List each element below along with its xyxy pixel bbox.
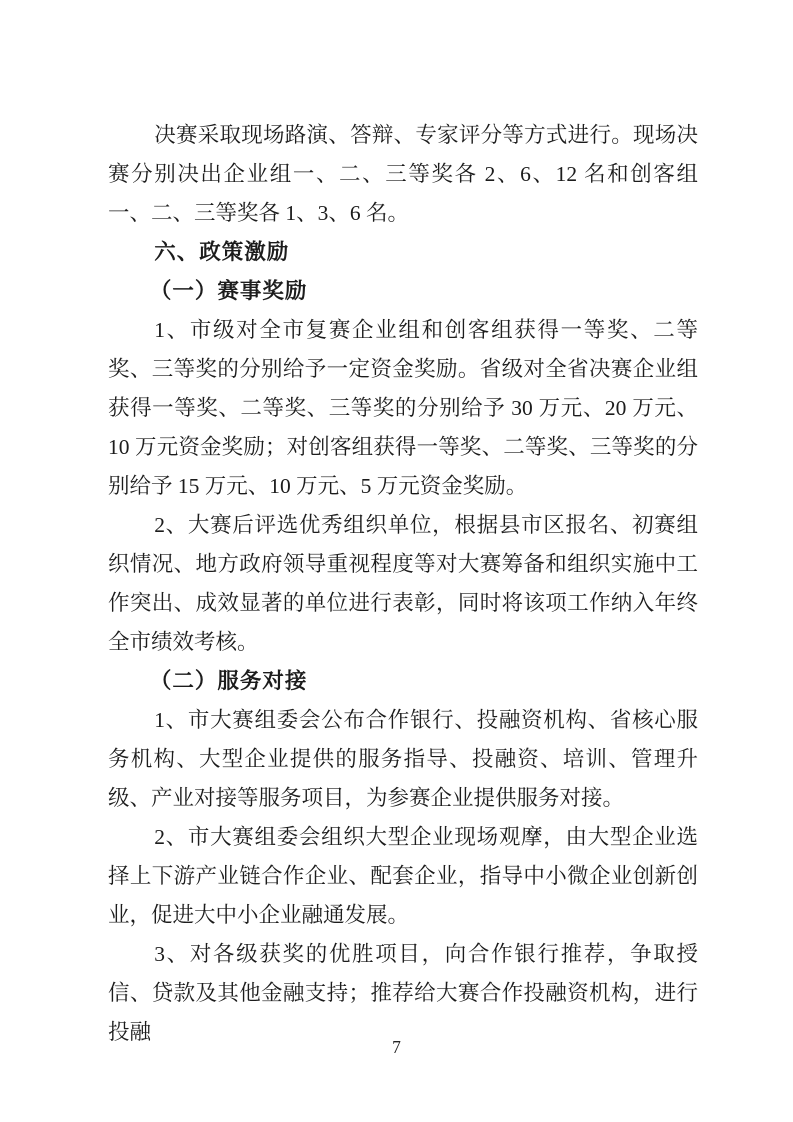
paragraph-enterprise-observation: 2、市大赛组委会组织大型企业现场观摩，由大型企业选择上下游产业链合作企业、配套企业，指导中小微企业创新创业，促进大中小企业融通发展。 [108, 825, 698, 927]
document-body [108, 116, 698, 1052]
paragraph-organization-commendation: 2、大赛后评选优秀组织单位，根据县市区报名、初赛组织情况、地方政府领导重视程度等对大赛筹备和组织实施中工作突出、成效显著的单位进行表彰，同时将该项工作纳入年终全市绩效考核。 [108, 513, 698, 654]
subsection-heading-competition-awards: （一）赛事奖励 [149, 279, 308, 303]
section-heading-policy-incentives: 六、政策激励 [154, 240, 290, 264]
paragraph-financial-support: 3、对各级获奖的优胜项目，向合作银行推荐，争取授信、贷款及其他金融支持；推荐给大赛合作投融资机构，进行投融 [108, 942, 698, 1044]
paragraph-finals-format: 决赛采取现场路演、答辩、专家评分等方式进行。现场决赛分别决出企业组一、二、三等奖各 2、6、12 名和创客组一、二、三等奖各 1、3、6 名。 [108, 123, 698, 225]
paragraph-award-funding: 1、市级对全市复赛企业组和创客组获得一等奖、二等奖、三等奖的分别给予一定资金奖励。省级对全省决赛企业组获得一等奖、二等奖、三等奖的分别给予 30 万元、20 万元、10 万元资金奖励；对创客组获得一等奖、二等奖、三等奖的分别给予 15 万元、10 万元、5 万元资金奖励。 [108, 318, 698, 498]
page-number: 7 [392, 1037, 401, 1057]
page-footer [0, 1034, 793, 1060]
subsection-heading-service-docking: （二）服务对接 [149, 669, 308, 693]
paragraph-service-projects: 1、市大赛组委会公布合作银行、投融资机构、省核心服务机构、大型企业提供的服务指导、投融资、培训、管理升级、产业对接等服务项目，为参赛企业提供服务对接。 [108, 708, 698, 810]
